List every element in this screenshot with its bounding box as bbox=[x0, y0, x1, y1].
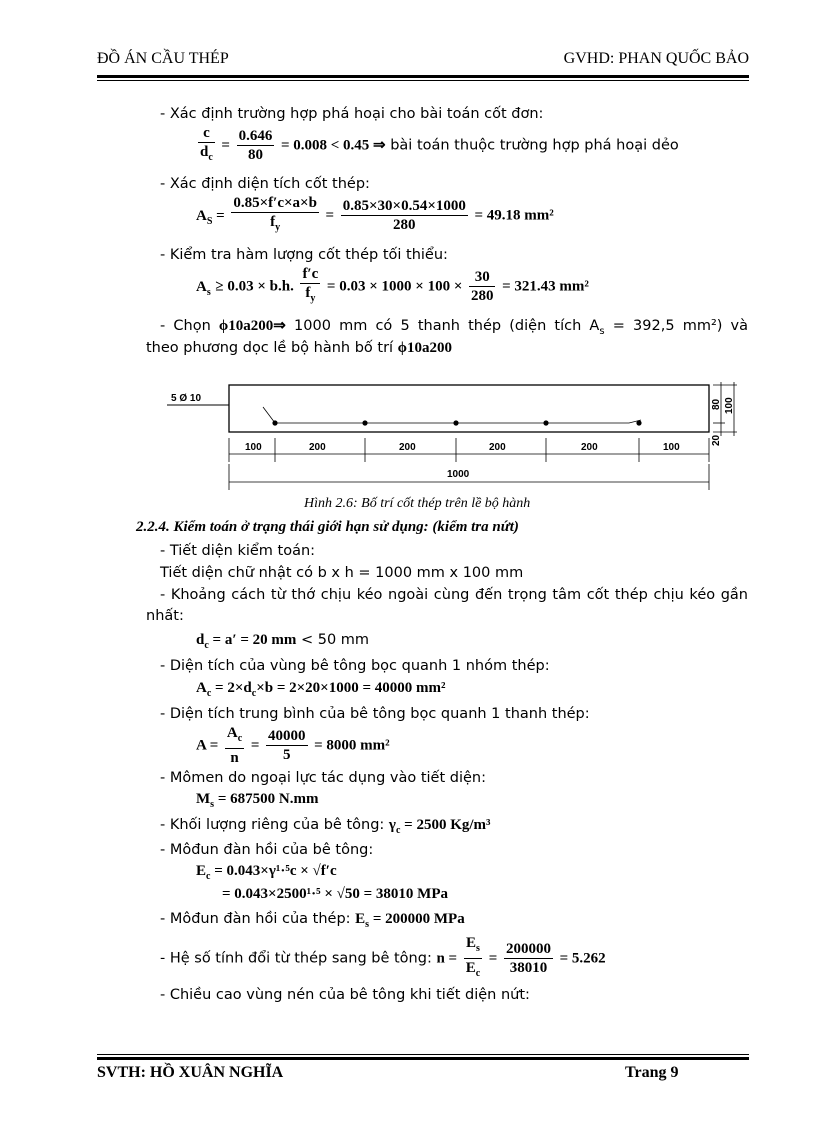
dim-ticks bbox=[229, 438, 709, 462]
formula-as: $A_S$ = $\frac{0.85\times f'c\times a\times b}{f_y}$ = $\frac{0.85\times 30\times 0.54\times 1000}{280}$ = 49.18 mm² bbox=[196, 195, 554, 233]
formula-as-min: $A_s \ge 0.03 \times b.h$. $\frac{f'c}{f_y}$ = 0.03 × 1000 × 100 × $\frac{30}{280}$ = 321.43 mm² bbox=[196, 266, 589, 304]
text-line: theo phương dọc lề bộ hành bố trí ϕ10a200 bbox=[146, 340, 453, 356]
rebar-dot bbox=[636, 420, 641, 425]
page-number: Trang 9 bbox=[625, 1064, 679, 1081]
text-line: - Hệ số tính đổi từ thép sang bê tông: n = $\frac{E_s}{E_c}$ = $\frac{200000}{38010}$ = 5.262 bbox=[160, 935, 606, 979]
dim-total-label: 1000 bbox=[447, 469, 470, 480]
formula-a: A = $\frac{A_c}{n}$ = $\frac{40000}{5}$ = 8000 mm² bbox=[196, 725, 390, 766]
text-line: - Diện tích của vùng bê tông bọc quanh 1 nhóm thép: bbox=[160, 658, 550, 674]
header-rule-thin bbox=[97, 80, 749, 81]
dim-label: 100 bbox=[663, 442, 680, 453]
dim-label: 200 bbox=[309, 442, 326, 453]
figure-caption: Hình 2.6: Bố trí cốt thép trên lề bộ hành bbox=[304, 496, 531, 511]
formula-ms: $M_s = 687500$ N.mm bbox=[196, 791, 319, 810]
text-line: - Khoảng cách từ thớ chịu kéo ngoài cùng đến trọng tâm cốt thép chịu kéo gần bbox=[160, 587, 748, 603]
text-line: - Môđun đàn hồi của bê tông: bbox=[160, 842, 374, 858]
header-advisor: GVHD: PHAN QUỐC BẢO bbox=[563, 50, 749, 67]
text-line: nhất: bbox=[146, 608, 184, 624]
formula-ec-value: = 0.043×2500¹·⁵ × √50 = 38010 MPa bbox=[222, 886, 448, 902]
header-title: ĐỒ ÁN CẦU THÉP bbox=[97, 50, 229, 67]
text-line: - Chọn ϕ10a200⇒ 1000 mm có 5 thanh thép (diện tích $A_s = 392,5$ mm²) và bbox=[160, 318, 749, 337]
text-line: Tiết diện chữ nhật có b x h = 1000 mm x 100 mm bbox=[160, 565, 524, 581]
text-line: - Tiết diện kiểm toán: bbox=[160, 543, 316, 559]
dim-label: 200 bbox=[399, 442, 416, 453]
footer-rule bbox=[97, 1057, 749, 1060]
header-rule bbox=[97, 75, 749, 78]
text-line: - Diện tích trung bình của bê tông bọc quanh 1 thanh thép: bbox=[160, 706, 590, 722]
text-line: - Môđun đàn hồi của thép: $E_s = 200000$ MPa bbox=[160, 911, 465, 930]
rebar-dot bbox=[543, 420, 548, 425]
formula-ratio: $\frac{c}{d_c}$ = $\frac{0.646}{80}$ = 0.008 < 0.45 ⇒ bài toán thuộc trường hợp phá hoại dẻo bbox=[200, 125, 679, 163]
text-line: - Kiểm tra hàm lượng cốt thép tối thiểu: bbox=[160, 247, 448, 263]
dim-vertical: 20 bbox=[711, 434, 722, 446]
bar-label: 5 Ø 10 bbox=[171, 393, 202, 404]
section-heading: 2.2.4. Kiểm toán ở trạng thái giới hạn sử dụng: (kiểm tra nứt) bbox=[136, 519, 519, 535]
slab-outline bbox=[229, 385, 709, 432]
formula-dc: $d_c = a' = 20$ mm < 50 mm bbox=[196, 632, 370, 651]
dim-label: 200 bbox=[581, 442, 598, 453]
text-line: - Mômen do ngoại lực tác dụng vào tiết diện: bbox=[160, 770, 486, 786]
text-line: - Chiều cao vùng nén của bê tông khi tiết diện nứt: bbox=[160, 987, 530, 1003]
dim-label: 200 bbox=[489, 442, 506, 453]
rebar-dot bbox=[362, 420, 367, 425]
formula-ac: $A_c = 2\times d_c\times b = 2\times 20\times 1000 = 40000$ mm² bbox=[196, 680, 446, 699]
reinforcement-figure bbox=[165, 380, 745, 492]
formula-ec: $E_c = 0.043\times\gamma^1\cdot^5c \times √f'c$ bbox=[196, 863, 337, 882]
rebar-dot bbox=[453, 420, 458, 425]
text-line: - Khối lượng riêng của bê tông: $\gamma_c = 2500$ Kg/m³ bbox=[160, 817, 491, 836]
footer-rule-thin bbox=[97, 1054, 749, 1055]
text-line: - Xác định diện tích cốt thép: bbox=[160, 176, 370, 192]
bar-line bbox=[263, 407, 641, 423]
page-header bbox=[97, 48, 749, 74]
rebar-dot bbox=[272, 420, 277, 425]
dim-label: 100 bbox=[245, 442, 262, 453]
dim-vertical: 80 bbox=[711, 398, 722, 410]
dim-vertical: 100 bbox=[724, 397, 735, 414]
text-line: - Xác định trường hợp phá hoại cho bài toán cốt đơn: bbox=[160, 106, 544, 122]
footer-student: SVTH: HỒ XUÂN NGHĨA bbox=[97, 1064, 284, 1081]
